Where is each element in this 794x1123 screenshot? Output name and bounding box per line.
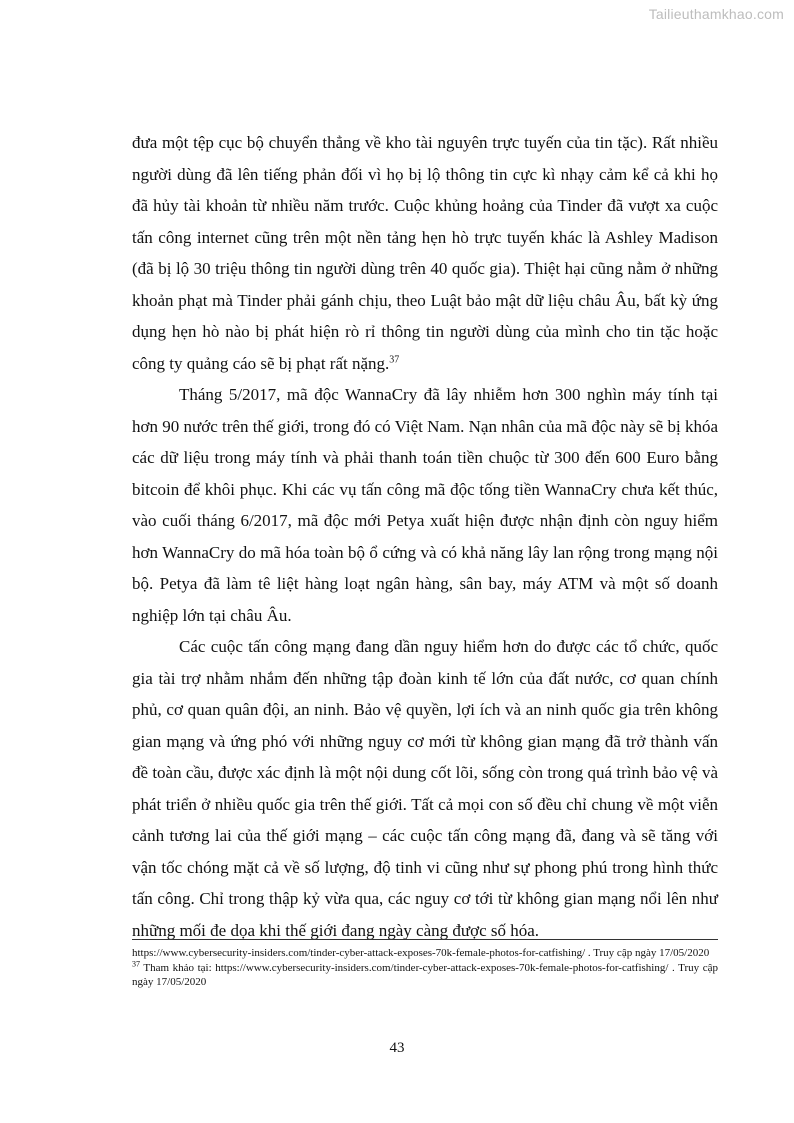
footnote-37 bbox=[132, 958, 718, 990]
footnote-divider bbox=[132, 939, 718, 940]
paragraph-1 bbox=[132, 127, 718, 379]
footnotes bbox=[132, 946, 718, 990]
footnote-37-text: Tham khảo tại: https://www.cybersecurity-insiders.com/tinder-cyber-attack-exposes-70k-female-photos-for-catfishing/ . Truy cập ngày 17/05/2020 bbox=[132, 961, 718, 988]
paragraph-3: Các cuộc tấn công mạng đang dần nguy hiểm hơn do được các tổ chức, quốc gia tài trợ nhằm nhắm đến những tập đoàn kinh tế lớn của đất nước, cơ quan chính phủ, cơ quan quân đội, an ninh. Bảo vệ quyền, lợi ích và an ninh quốc gia trên không gian mạng và ứng phó với những nguy cơ mới từ không gian mạng đã trở thành vấn đề toàn cầu, được xác định là một nội dung cốt lõi, sống còn trong quá trình bảo vệ và phát triển ở nhiều quốc gia trên thế giới. Tất cả mọi con số đều chỉ chung về một viễn cảnh tương lai của thế giới mạng – các cuộc tấn công mạng đã, đang và sẽ tăng với vận tốc chóng mặt cả về số lượng, độ tinh vi cũng như sự phong phú trong hình thức tấn công. Chỉ trong thập kỷ vừa qua, các nguy cơ tới từ không gian mạng nổi lên như những mối đe dọa khi thế giới đang ngày càng được số hóa. bbox=[132, 637, 718, 940]
paragraph-1-text: đưa một tệp cục bộ chuyển thẳng về kho tài nguyên trực tuyến của tin tặc). Rất nhiều người dùng đã lên tiếng phản đối vì họ bị lộ thông tin cực kì nhạy cảm kể cả khi họ đã hủy tài khoản từ nhiều năm trước. Cuộc khủng hoảng của Tinder đã vượt xa cuộc tấn công internet cũng trên một nền tảng hẹn hò trực tuyến khác là Ashley Madison (đã bị lộ 30 triệu thông tin người dùng trên 40 quốc gia). Thiệt hại cũng nằm ở những khoản phạt mà Tinder phải gánh chịu, theo Luật bảo mật dữ liệu châu Âu, bất kỳ ứng dụng hẹn hò nào bị phát hiện rò rỉ thông tin người dùng của mình cho tin tặc hoặc công ty quảng cáo sẽ bị phạt rất nặng. bbox=[132, 133, 718, 373]
footnote-ref-37[interactable]: 37 bbox=[389, 353, 400, 365]
body-text bbox=[132, 127, 718, 946]
page-number: 43 bbox=[389, 1040, 405, 1056]
watermark: Tailieuthamkhao.com bbox=[648, 6, 784, 22]
footnote-37-number: 37 bbox=[132, 958, 140, 968]
footnote-continued: https://www.cybersecurity-insiders.com/tinder-cyber-attack-exposes-70k-female-photos-for-catfishing/ . Truy cập ngày 17/05/2020 bbox=[132, 947, 710, 959]
paragraph-2: Tháng 5/2017, mã độc WannaCry đã lây nhiễm hơn 300 nghìn máy tính tại hơn 90 nước trên thế giới, trong đó có Việt Nam. Nạn nhân của mã độc này sẽ bị khóa các dữ liệu trong máy tính và phải thanh toán tiền chuộc từ 300 đến 600 Euro bằng bitcoin để khôi phục. Khi các vụ tấn công mã độc tống tiền WannaCry chưa kết thúc, vào cuối tháng 6/2017, mã độc mới Petya xuất hiện được nhận định còn nguy hiểm hơn WannaCry do mã hóa toàn bộ ổ cứng và có khả năng lây lan rộng trong mạng nội bộ. Petya đã làm tê liệt hàng loạt ngân hàng, sân bay, máy ATM và một số doanh nghiệp lớn tại châu Âu. bbox=[132, 385, 718, 625]
